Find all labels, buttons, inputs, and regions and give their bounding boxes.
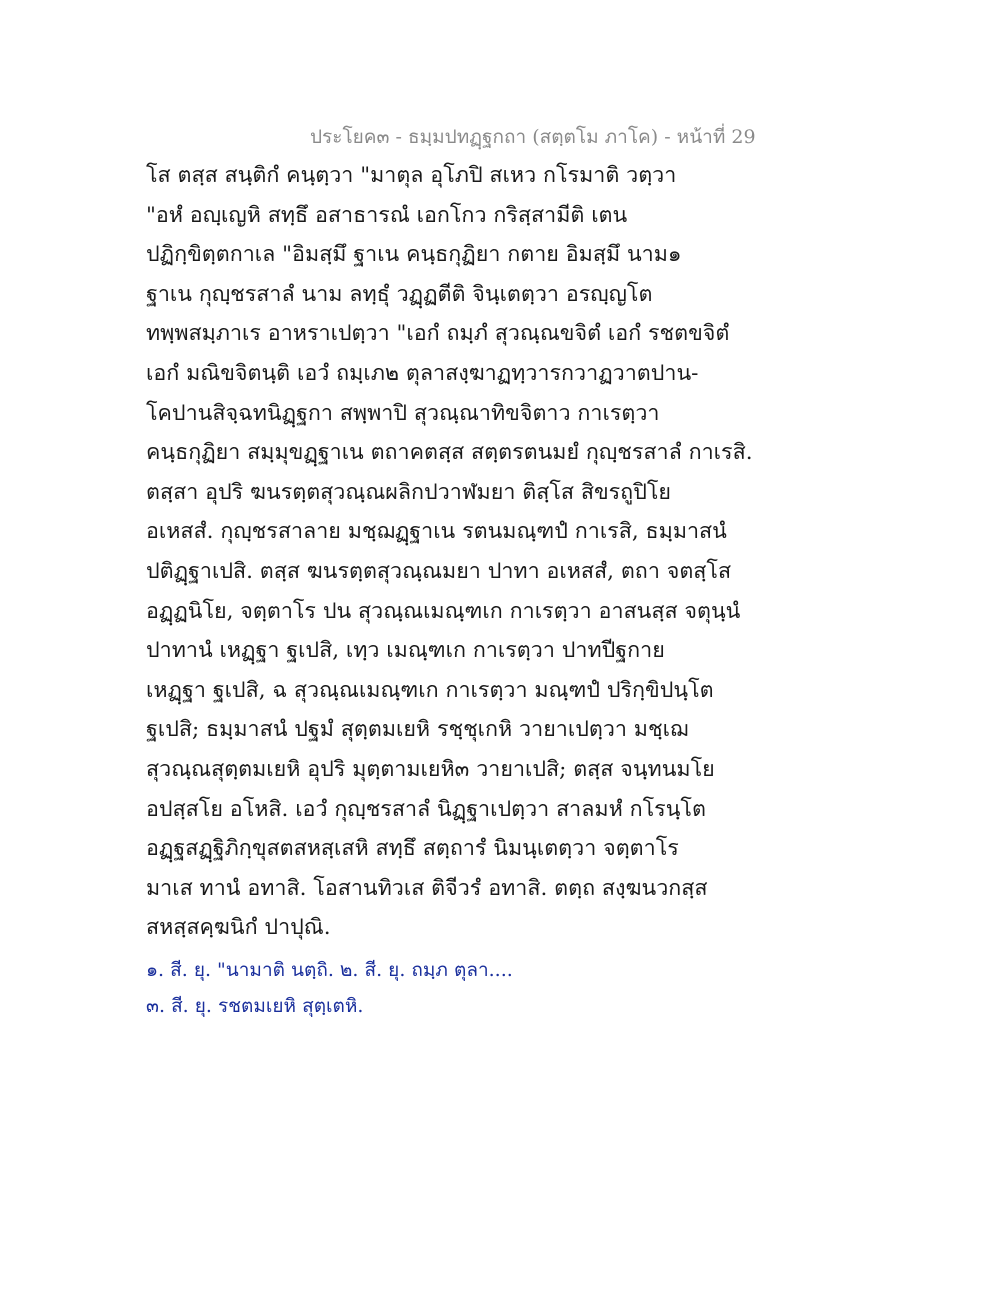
body-line: สหสฺสคฺฆนิกํ ปาปุณิ. [146, 915, 331, 941]
body-line: ปฏิกฺขิตฺตกาเล "อิมสฺมึ ฐาเน คนฺธกุฏิยา กตาย อิมสฺมึ นาม๑ [146, 242, 682, 268]
body-line: อเหสสํ. กุญฺชรสาลาย มชฺฌฏฺฐาเน รตนมณฺฑปํ กาเรสิ, ธมฺมาสนํ [146, 519, 727, 545]
body-line: ฐาเน กุญฺชรสาลํ นาม ลทฺธุํ วฏฺฏตีติ จินฺเตตฺวา อรญฺญโต [146, 281, 653, 307]
body-line: ตสฺสา อุปริ ฆนรตฺตสุวณฺณผลิกปวาฬมยา ติสฺโส สิขรถูปิโย [146, 479, 671, 505]
footnotes [146, 952, 691, 1024]
body-line: อฏฺฏนิโย, จตฺตาโร ปน สุวณฺณเมณฺฑเก กาเรตฺวา อาสนสฺส จตุนฺนํ [146, 598, 741, 624]
body-line: ปาทานํ เหฏฺฐา ฐเปสิ, เทฺว เมณฺฑเก กาเรตฺวา ปาทปีฐกาย [146, 638, 665, 664]
body-line: เอกํ มณิขจิตนฺติ เอวํ ถมฺเภ๒ ตุลาสงฺฆาฏทฺวารกวาฏวาตปาน- [146, 360, 699, 386]
body-line: ทพฺพสมฺภาเร อาหราเปตฺวา "เอกํ ถมฺภํ สุวณฺณขจิตํ เอกํ รชตขจิตํ [146, 321, 730, 347]
body-text [146, 156, 753, 948]
body-line: คนฺธกุฏิยา สมฺมุขฏฺฐาเน ตถาคตสฺส สตฺตรตนมยํ กุญฺชรสาลํ กาเรสิ. [146, 440, 753, 466]
body-line: ปติฏฺฐาเปสิ. ตสฺส ฆนรตฺตสุวณฺณมยา ปาทา อเหสสํ, ตถา จตสฺโส [146, 558, 732, 584]
body-line: เหฏฺฐา ฐเปสิ, ฉ สุวณฺณเมณฺฑเก กาเรตฺวา มณฺฑปํ ปริกฺขิปนฺโต [146, 677, 714, 703]
body-line: ฐเปสิ; ธมฺมาสนํ ปฐมํ สุตฺตมเยหิ รชฺชุเกหิ วายาเปตฺวา มชฺเฌ [146, 717, 689, 743]
body-line: สุวณฺณสุตฺตมเยหิ อุปริ มุตฺตามเยหิ๓ วายาเปสิ; ตสฺส จนฺทนมโย [146, 756, 715, 782]
footnote-line: ๓. สี. ยุ. รชตมเยหิ สุตฺเตหิ. [146, 995, 364, 1017]
page-header: ประโยค๓ - ธมฺมปทฏฺฐกถา (สตฺตโม ภาโค) - หน้าที่ 29 [310, 126, 756, 148]
footnote-line: ๑. สี. ยุ. "นามาติ นตฺถิ. ๒. สี. ยุ. ถมฺภ ตุลา.... [146, 959, 513, 981]
body-line: โส ตสฺส สนฺติกํ คนฺตฺวา "มาตุล อุโภปิ สเหว กโรมาติ วตฺวา [146, 163, 677, 188]
body-line: อฏฺฐสฏฺฐิภิกฺขุสตสหสฺเสหิ สทฺธึ สตฺถารํ นิมนฺเตตฺวา จตฺตาโร [146, 836, 679, 862]
body-line: โคปานสิจฺฉทนิฏฺฐกา สพฺพาปิ สุวณฺณาทิขจิตาว กาเรตฺวา [146, 400, 660, 426]
body-line: อปสฺสโย อโหสิ. เอวํ กุญฺชรสาลํ นิฏฺฐาเปตฺวา สาลมหํ กโรนฺโต [146, 796, 706, 822]
body-line: มาเส ทานํ อทาสิ. โอสานทิวเส ติจีวรํ อทาสิ. ตตฺถ สงฺฆนวกสฺส [146, 875, 708, 901]
body-line: "อหํ อญฺเญหิ สทฺธึ อสาธารณํ เอกโกว กริสฺสามีติ เตน [146, 202, 628, 228]
